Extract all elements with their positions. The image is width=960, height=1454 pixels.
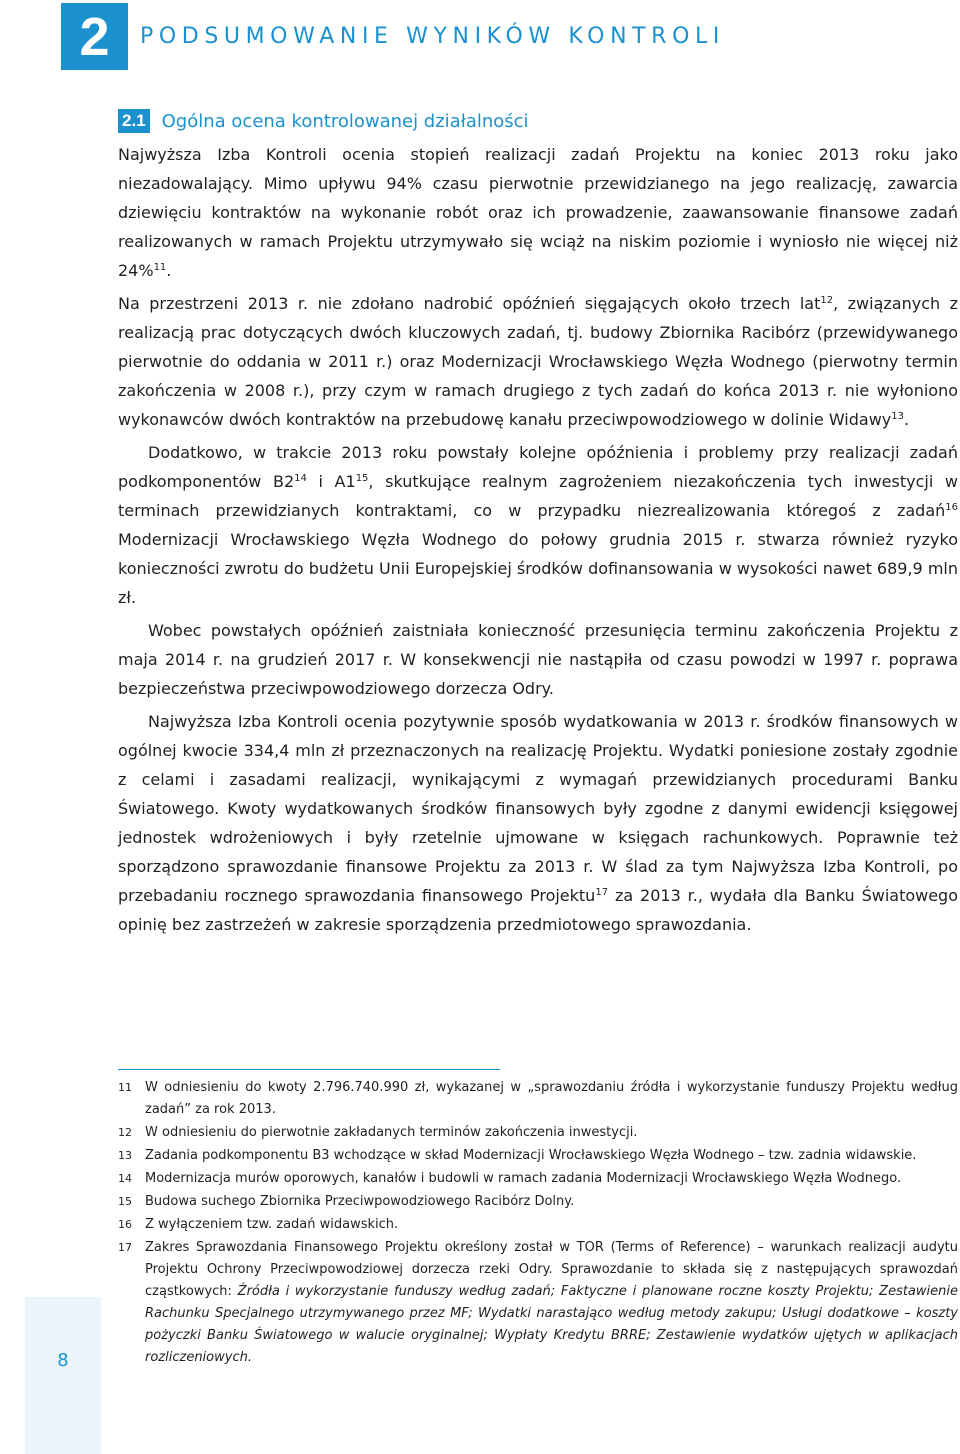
footnote-number: 16	[118, 1218, 132, 1231]
paragraph-3	[118, 438, 958, 612]
paragraph-1	[118, 140, 958, 285]
paragraph-3-part2: i A1	[306, 472, 356, 491]
footnote-text: W odniesieniu do kwoty 2.796.740.990 zł, wykazanej w „sprawozdaniu źródła i wykorzystanie funduszy Projektu według zadań” za rok 2013.	[145, 1080, 958, 1117]
page-number-tab	[25, 1297, 101, 1454]
paragraph-1-text: Najwyższa Izba Kontroli ocenia stopień realizacji zadań Projektu na koniec 2013 roku jako niezadowalający. Mimo upływu 94% czasu pierwotnie przewidzianego na jego realizację, zawarcia dziewięciu kontraktów na wykonanie robót oraz ich prowadzenie, zaawansowanie finansowe zadań realizowanych w ramach Projektu utrzymywało się wciąż na niskim poziomie i wyniosło nie więcej niż 24%	[118, 145, 958, 280]
paragraph-5-text: Najwyższa Izba Kontroli ocenia pozytywnie sposób wydatkowania w 2013 r. środków finansowych w ogólnej kwocie 334,4 mln zł przeznaczonych na realizację Projektu. Wydatki poniesione zostały zgodnie z celami i zasadami realizacji, wynikającymi z wymagań przewidzianych procedurami Banku Światowego. Kwoty wydatkowanych środków finansowych były zgodne z danymi ewidencji księgowej jednostek wdrożeniowych i były rzetelnie ujmowane w księgach rachunkowych. Poprawnie też sporządzono sprawozdanie finansowe Projektu za 2013 r. W ślad za tym Najwyższa Izba Kontroli, po przebadaniu rocznego sprawozdania finansowego Projektu	[118, 712, 958, 905]
section-title: Ogólna ocena kontrolowanej działalności	[161, 110, 529, 132]
footnote-divider	[118, 1069, 500, 1070]
page-number: 8	[57, 1350, 69, 1371]
paragraph-1-end: .	[166, 261, 172, 280]
footnote-text-italic: Źródła i wykorzystanie funduszy według zadań; Faktyczne i planowane roczne koszty Projektu; Zestawienie Rachunku Specjalnego utrzymywanego przez MF; Wydatki narastająco według metody zakupu; Usługi dodatkowe – koszty pożyczki Banku Światowego w walucie oryginalnej; Wypłaty Kredytu BRRE; Zestawienie wydatków ujętych w aplikacjach rozliczeniowych.	[145, 1284, 958, 1365]
section-heading	[118, 108, 529, 134]
paragraph-2	[118, 289, 958, 434]
footnote-number: 17	[118, 1241, 132, 1254]
chapter-title: PODSUMOWANIE WYNIKÓW KONTROLI	[140, 24, 725, 49]
footnote-text: Modernizacja murów oporowych, kanałów i budowli w ramach zadania Modernizacji Wrocławskiego Węzła Wodnego.	[145, 1171, 902, 1186]
footnote-17	[118, 1237, 958, 1369]
footnote-text: Zadania podkomponentu B3 wchodzące w skład Modernizacji Wrocławskiego Węzła Wodnego – tzw. zadnia widawskie.	[145, 1148, 917, 1163]
footnote-15	[118, 1191, 958, 1213]
paragraph-2-mid: , związanych z realizacją prac dotyczących dwóch kluczowych zadań, tj. budowy Zbiornika Racibórz (przewidywanego pierwotnie do oddania w 2011 r.) oraz Modernizacji Wrocławskiego Węzła Wodnego (pierwotny termin zakończenia w 2008 r.), przy czym w ramach drugiego z tych zadań do końca 2013 r. nie wyłoniono wykonawców dwóch kontraktów na przebudowę kanału przeciwpowodziowego w dolinie Widawy	[118, 294, 959, 429]
chapter-number: 2	[61, 3, 128, 70]
paragraph-3-part4: Modernizacji Wrocławskiego Węzła Wodnego do połowy grudnia 2015 r. stwarza również ryzyko konieczności zwrotu do budżetu Unii Europejskiej środków dofinansowania w wysokości nawet 689,9 mln zł.	[118, 530, 958, 607]
footnote-ref: 12	[820, 295, 834, 306]
paragraph-5	[118, 707, 958, 939]
paragraph-4-text: Wobec powstałych opóźnień zaistniała konieczność przesunięcia terminu zakończenia Projektu z maja 2014 r. na grudzień 2017 r. W konsekwencji nie nastąpiła od czasu powodzi w 1997 r. poprawa bezpieczeństwa przeciwpowodziowego dorzecza Odry.	[118, 621, 958, 698]
footnote-ref: 11	[153, 262, 167, 273]
footnote-text: Z wyłączeniem tzw. zadań widawskich.	[145, 1217, 399, 1232]
footnote-text-regular: Zakres Sprawozdania Finansowego Projektu określony został w TOR (Terms of Reference) – warunkach realizacji audytu Projektu Ochrony Przeciwpowodziowej dorzecza rzeki Odry. Sprawozdanie to składa się z następujących sprawozdań cząstkowych:	[145, 1240, 958, 1299]
footnote-number: 15	[118, 1195, 132, 1208]
footnote-13	[118, 1145, 958, 1167]
paragraph-5-end: za 2013 r., wydała dla Banku Światowego opinię bez zastrzeżeń w zakresie sporządzenia przedmiotowego sprawozdania.	[118, 886, 959, 934]
footnote-ref: 16	[945, 502, 958, 513]
footnote-number: 12	[118, 1126, 132, 1139]
paragraph-4	[118, 616, 958, 703]
footnote-11	[118, 1077, 958, 1121]
footnote-ref: 17	[595, 887, 609, 898]
footnote-ref: 13	[891, 411, 904, 422]
paragraph-3-part1: Dodatkowo, w trakcie 2013 roku powstały kolejne opóźnienia i problemy przy realizacji zadań podkomponentów B2	[118, 443, 958, 491]
footnote-ref: 14	[294, 473, 307, 484]
body-text	[118, 140, 958, 943]
footnote-12	[118, 1122, 958, 1144]
footnote-16	[118, 1214, 958, 1236]
footnote-text: Budowa suchego Zbiornika Przeciwpowodziowego Racibórz Dolny.	[145, 1194, 575, 1209]
paragraph-2-end: .	[904, 410, 910, 429]
footnote-text	[145, 1237, 958, 1369]
paragraph-3-part3: , skutkujące realnym zagrożeniem niezakończenia tych inwestycji w terminach przewidzianych kontraktami, co w przypadku niezrealizowania któregoś z zadań	[118, 472, 958, 520]
footnote-number: 13	[118, 1149, 132, 1162]
footnote-ref: 15	[355, 473, 369, 484]
paragraph-2-text: Na przestrzeni 2013 r. nie zdołano nadrobić opóźnień sięgających około trzech lat	[118, 294, 821, 313]
footnote-14	[118, 1168, 958, 1190]
footnotes	[118, 1077, 958, 1370]
footnote-text: W odniesieniu do pierwotnie zakładanych terminów zakończenia inwestycji.	[145, 1125, 638, 1140]
footnote-number: 11	[118, 1081, 132, 1094]
section-number: 2.1	[118, 109, 150, 133]
footnote-number: 14	[118, 1172, 132, 1185]
